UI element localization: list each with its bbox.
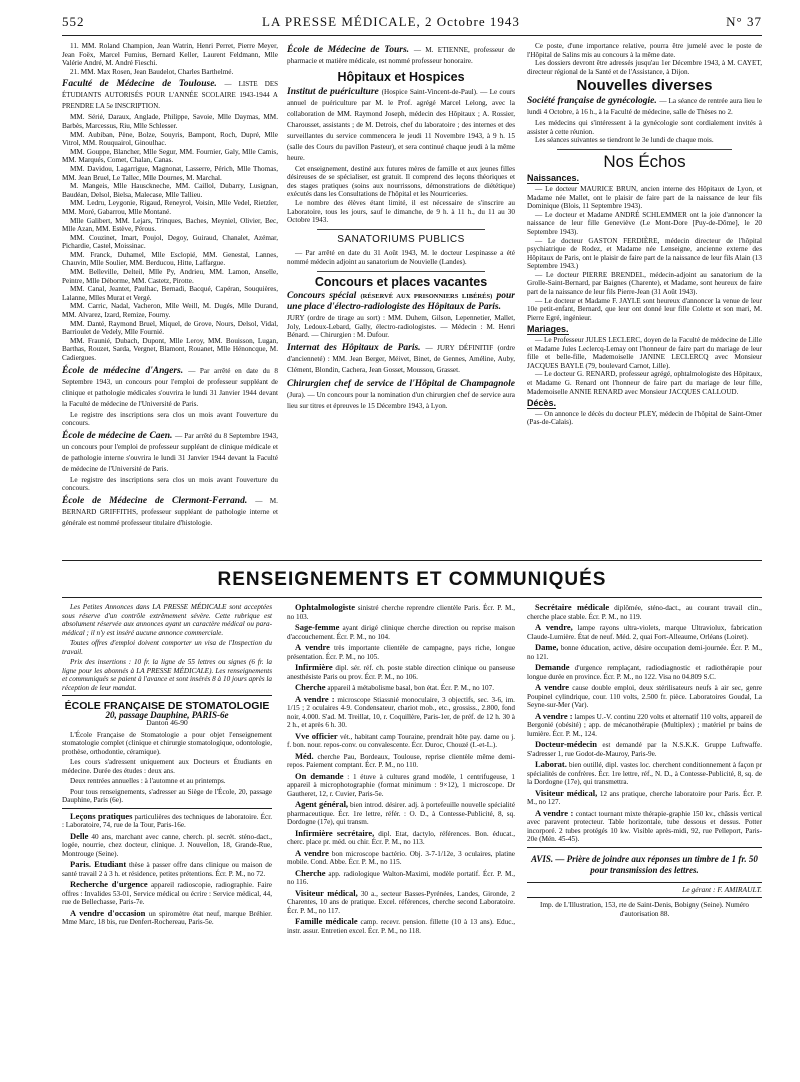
paragraph: Mlle Galibert, MM. Lejars, Trinques, Baches, Meyniel, Olivier, Bec, Mlle Azan, MM. Estève, Pérous. — [62, 216, 278, 234]
paragraph: Les cours s'adressent uniquement aux Docteurs et Étudiants en médecine. Durée des études : deux ans. — [62, 758, 272, 775]
classified-ad — [287, 623, 515, 641]
ad-text: bonne éducation, active, désire occupation demi-journée. Écr. P. M., no 121. — [527, 644, 762, 661]
paragraph: MM. Ledru, Leygonie, Rigaud, Reneyrol, Voisin, Mlle Vedel, Rietzler, MM. Moré, Gabarrou, Mlle Montané. — [62, 199, 278, 216]
ad-text: bien introd. désirer. adj. à portefeuille nouvelle spécialité pharmaceutique. Écr. 1re lettre, référ. : O. D., à Contesse-Publicité, 8, sq. Dordogne (17e), qui transm. — [287, 801, 515, 826]
classified-ad — [527, 623, 762, 641]
classified-ad — [287, 643, 515, 661]
ad-text: dipl. sér. réf. ch. poste stable direction clinique ou panseuse anesthésiste Paris ou prov. Écr. P. M., no 106. — [287, 664, 515, 681]
classified-ad — [287, 829, 515, 847]
gerant-line: Le gérant : F. AMIRAULT. — [682, 884, 762, 894]
ad-lead: A vendre — [295, 642, 330, 652]
ad-text: cherche Pau, Bordeaux, Toulouse, reprise clientèle même demi-repos. Paiement comptant. Écr. P. M., no 110. — [287, 752, 515, 769]
ad-text: vét., habitant camp Touraine, prendrait hôte pay. dame ou j. f. bon. nour. repos-conv. ou convalescente. Écr. Duroc, Chouzé (I.-et-L.). — [287, 732, 515, 749]
paragraph: 21. MM. Max Rosen, Jean Baudelot, Charles Barthelmé. — [70, 67, 234, 76]
section-title-caen: École de médecine de Caen. — Par arrêté du 8 Septembre 1943, un concours pour l'emploi de professeur suppléant de clinique médicale et de pathologie interne s'ouvrira le lundi 31 Janvier 1944 devant la Faculté de médecine de l'Université de Paris. — [62, 430, 279, 473]
ad-text: appareil radioscopie, radiographie. Faire offres : Invalides 53-01, Service médical ou écrire : Service médical, 44, rue de Bellechasse, Paris-7e. — [62, 881, 272, 906]
section-head-diverses: Nouvelles diverses — [576, 77, 713, 95]
classified-ad — [62, 832, 272, 859]
ad-lead: Recherche d'urgence — [70, 879, 148, 889]
divider — [62, 695, 272, 696]
paragraph: — Le docteur MAURICE BRUN, ancien interne des Hôpitaux de Lyon, et Madame née Mallet, ont le plaisir de faire part de la naissance de leur fils Dominique (Blois, 11 Septembre 1943). — [527, 184, 762, 211]
page-header — [62, 14, 762, 34]
ad-lead: Cherche — [295, 867, 326, 878]
section-head-concours: Concours et places vacantes — [314, 274, 488, 289]
page-number: 552 — [62, 14, 85, 29]
section-title-tours: École de Médecine de Tours. — M. ETIENNE, professeur de pharmacie et matière médicale, est nommé professeur honoraire. — [287, 45, 516, 65]
ad-lead: A vendre : — [535, 710, 573, 721]
classified-ad — [527, 760, 762, 787]
classified-ad — [287, 732, 515, 750]
divider — [557, 149, 732, 150]
paragraph: MM. Sérié, Daraux, Anglade, Philippe, Savoie, Mlle Daymas, MM. Barbès, Marcessus, Riu, Mlle Schlesser. — [62, 113, 278, 130]
ad-lead: A vendre — [535, 682, 570, 692]
classified-ad — [527, 643, 762, 661]
section-title-angers: École de médecine d'Angers. — Par arrêté en date du 8 Septembre 1943, un concours pour l'emploi de professeur suppléant de clinique et pathologie médicales s'ouvrira le lundi 31 Janvier 1944 devant la Faculté de médecine de l'Université de Paris. — [62, 365, 278, 408]
deces-list — [527, 410, 762, 427]
classified-ad — [287, 869, 515, 887]
ad-text: 12 ans pratique, cherche laboratoire pour Paris. Écr. P. M., no 127. — [527, 789, 762, 806]
ad-lead: Visiteur médical, — [535, 787, 598, 798]
classified-ad — [287, 772, 515, 799]
classified-ad — [62, 860, 272, 878]
classified-ad — [527, 712, 762, 739]
classified-ad — [527, 683, 762, 710]
paragraph: — Le Professeur JULES LECLERC, doyen de la Faculté de médecine de Lille et Madame Jules Leclercq-Lemay ont l'honneur de faire part du mariage de leur fille et belle-fille, Mademoiselle JANINE LECLERCQ avec Monsieur JACQUES BAYLE (79, boulevard Carnot, Lille). — [527, 336, 762, 370]
ad-lead: Sage-femme — [295, 622, 340, 632]
paragraph: — Le docteur PIERRE BRENDEL, médecin-adjoint au sanatorium de la Grolle-Saint-Bernard, par Baignes (Charente), et Madame, sont heureux de faire part de la naissance de leur fils Pierre-Jean (31 Août 1943). — [527, 270, 762, 297]
ad-text: 30 a., secteur Basses-Pyrénées, Landes, Gironde, 2 Charentes, 10 ans de pratique. Excel. références, cherche second Laboratoire. Écr. P. M., no 117. — [287, 889, 515, 915]
ad-lead: Laborat. — [535, 759, 567, 769]
ad-text: sinistré cherche reprendre clientèle Paris. Écr. P. M., no 103. — [287, 604, 515, 621]
ad-lead: Infirmière — [295, 662, 333, 672]
paragraph: Le registre des inscriptions sera clos un mois avant l'ouverture du concours. — [62, 475, 278, 493]
ad-lead: A vendre : — [295, 693, 335, 704]
paragraph: Les dossiers devront être adressés jusqu'au 1er Décembre 1943, à M. CAYET, directeur régional de la Santé et de l'Assistance, à Dijon. — [527, 59, 762, 76]
ad-text: contact tournant mixte thérapie-graphie 150 kv., châssis vertical avec paravent protecteur. Table horizontale, tube dessous et dessus. Potter incorporé. 2 tubes protégés 10 kw. Visible après-midi, 92, rue Pelleport, Paris-20e (Mén. 45-45). — [527, 809, 762, 843]
paragraph: JURY (ordre de tirage au sort) : MM. Duhem, Gilson, Lepennetier, Mallet, Joly, Ledoux-Lebard, Gally, électro-radiologistes. — Médecin : M. Henri Bénard. — Chirurgien : M. Dufour. — [287, 314, 515, 340]
ad-lead: Cherche — [295, 682, 326, 692]
paragraph: M. Mangeis, Mlle Hausckneche, MM. Caillol, Dubarry, Lusignan, Baudéan, Delsol, Bielsa, Malecase, Mlle Tallieu. — [62, 182, 278, 199]
classified-ad — [527, 663, 762, 681]
ad-lead: Demande — [535, 662, 570, 672]
ad-text: appareil à métabolisme basal, bon état. Écr. P. M., no 107. — [325, 684, 494, 692]
divider — [62, 808, 272, 809]
avis-notice: AVIS. — Prière de joindre aux réponses un timbre de 1 fr. 50 pour transmission des lettres. — [531, 853, 758, 875]
section-title-concours-special: Concours spécial (RÉSERVÉ AUX PRISONNIERS LIBÉRÉS) pour une place d'électro-radiologiste des Hôpitaux de Paris. — [287, 291, 515, 313]
paragraph: Les médecins qui s'intéressent à la gynécologie sont cordialement invités à assister à cette réunion. — [527, 118, 762, 136]
paragraph: — Le docteur G. RENARD, professeur agrégé, ophtalmologiste des Hôpitaux, et Madame G. Renard ont l'honneur de faire part du mariage de leur fille, Mademoiselle ANNIE RENARD avec Monsieur JACQUES CALLOUD. — [527, 370, 762, 396]
paragraph: — Par arrêté en date du 31 Août 1943, M. le docteur Lespinasse a été nommé médecin adjoint au sanatorium de Nouvielle (Landes). — [287, 249, 515, 266]
ad-lead: Infirmière secrétaire, — [295, 827, 375, 838]
imprimeur-line: Imp. de L'Illustration, 153, rte de Saint-Denis, Bobigny (Seine). Numéro d'autorisation 88. — [540, 901, 749, 918]
ad-lead: Delle — [70, 830, 89, 841]
ad-lead: Famille médicale — [295, 916, 358, 926]
ad-text: cause double emploi, deux stérilisateurs neufs à air sec, genre Poupinel cylindrique, cour. 110 volts, 2.500 fr. pièce. Laboratoires Goudal, La Seyne-sur-Mer (Var). — [527, 684, 762, 709]
paragraph: MM. Gouppe, Blancher, Mlle Segur, MM. Fournier, Galy, Mlle Camis, MM. Marqués, Comet, Chalan, Canas. — [62, 147, 278, 165]
ad-text: d'urgence remplaçant, radiodiagnostic et radiothérapie pour longue durée en province. Écr. P. M., no 122. Visa no 04.809 S.C. — [527, 664, 762, 681]
section-head-echos: Nos Échos — [603, 151, 686, 171]
classified-ad — [62, 812, 272, 830]
section-banner: RENSEIGNEMENTS ET COMMUNIQUÉS — [217, 569, 607, 590]
paragraph: — Le docteur et Madame ANDRÉ SCHLEMMER ont la joie d'annoncer la naissance de leur fille Geneviève (Le Mont-Dore [Puy-de-Dôme], le 20 Septembre 1943). — [527, 210, 762, 236]
ad-lead: Paris. Etudiant — [70, 859, 127, 869]
banner-rule-bottom — [62, 597, 762, 598]
section-head-hopitaux: Hôpitaux et Hospices — [337, 70, 465, 84]
divider — [317, 229, 485, 230]
paragraph: MM. Davidou, Lagarrigue, Magnonat, Lasserre, Périch, Mlle Thomas, MM. Jean Bruel, Le Tallec, Mlle Dournes, M. Marchal. — [62, 164, 278, 182]
classified-ad — [287, 695, 515, 730]
paragraph: MM. Carric, Nadal, Vacheron, Mlle Weill, M. Dugés, Mlle Durand, MM. Alvarez, Izard, Remize, Fourny. — [62, 302, 278, 320]
mariages-list — [527, 336, 762, 396]
publication-title: LA PRESSE MÉDICALE, 2 Octobre 1943 — [262, 14, 520, 29]
ad-text: dipl. Etat, dactylo, références. Bon. éducat., cherc. place pr. méd. ou chir. Écr. P. M., no 113. — [287, 829, 516, 846]
classified-ad — [287, 889, 515, 916]
ad-lead: Docteur-médecin — [535, 739, 597, 749]
ad-lead: On demande — [295, 770, 344, 781]
paragraph: Cet enseignement, destiné aux futures mères de famille et aux jeunes filles désireuses de se spécialiser, est gratuit. Il comprend des leçons théoriques et des stages pratiques (soins aux nourrissons, démonstrations de diététique) exécutés dans les Consultations de l'hôpital et les Nourriceries. — [287, 164, 515, 199]
ads-list-3 — [527, 603, 762, 844]
issue-number: N° 37 — [726, 14, 762, 29]
section-title-puericulture: Institut de puériculture (Hospice Saint-Vincent-de-Paul). — Le cours annuel de puériculture par M. le Prof. agrégé Marcel Lelong, avec la collaboration de MM. Raymond Joseph, médecin des Hôpitaux ; A. Rossier, Charousset, assistants ; de M. Detrois, chef du laboratoire ; des internes et des surveillantes du service commencera le jeudi 11 Novembre 1943, à 9 h. 15 (salle des Cours du pavillon Pasteur), et sera continué chaque jeudi à la même heure. — [287, 86, 515, 162]
banner-rule-top — [62, 560, 762, 561]
classified-ad — [287, 917, 515, 935]
ad-lead: Leçons pratiques — [70, 810, 133, 821]
paragraph: Deux rentrées annuelles : à l'automne et au printemps. — [70, 777, 226, 785]
paragraph: MM. Couzinet, Imart, Poujol, Degoy, Guiraud, Chanalet, Azémar, Pichardie, Castel, Moissinac. — [62, 233, 278, 251]
section-title-internat: Internat des Hôpitaux de Paris. — JURY DÉFINITIF (ordre d'ancienneté) : MM. Jean Berger, Méivet, Binet, de Gennes, Améline, Auby, Clément, Blondin, Cachera, Jean Gosset, Moussou, Grasset. — [287, 342, 516, 374]
paragraph: MM. Danté, Raymond Bruel, Miquel, de Grove, Nours, Delsol, Vidal, Barrioulet de Vedely, Mlle Fournié. — [62, 319, 278, 337]
paragraph: MM. Belleville, Delteil, Mlle Py, Andrieu, MM. Lamon, Anselle, Peintre, Mlle Déborme, MM. Castetz, Pirotte. — [62, 268, 278, 285]
ad-lead: Secrétaire médicale — [535, 602, 610, 612]
paragraph: MM. Fraunié, Dubach, Dupont, Mlle Leroy, MM. Bouisson, Lugan, Barthas, Rouzet, Sarda, Vergnet, Blamont, Rouanet, Mlle Hénoncque, M. Cadiergues. — [62, 336, 278, 362]
classified-ad — [527, 740, 762, 758]
column-2 — [287, 42, 515, 413]
ad-lead: Agent général, — [295, 799, 349, 809]
ad-text: app. radiologique Walton-Maximi, modèle portatif. Écr. P. M., no 116. — [287, 869, 515, 886]
classified-ad — [62, 909, 272, 927]
ecole-title: ÉCOLE FRANÇAISE DE STOMATOLOGIE — [64, 700, 270, 712]
paragraph: — Le docteur GASTON FERDIÈRE, médecin directeur de l'hôpital psychiatrique de Rodez, et Madame née Lenseigne, ancienne externe des Hôpitaux de Paris, ont le plaisir de faire part de la naissance de leur fils Alain (13 Septembre 1943.) — [527, 236, 762, 271]
classified-ad — [287, 849, 515, 867]
paragraph: Prix des insertions : 10 fr. la ligne de 55 lettres ou signes (6 fr. la ligne pour les abonnés à LA PRESSE MÉDICALE). Les renseignements et communiqués se paient à l'avance et sont insérés 8 à 10 jours après la réception de leur mandat. — [62, 658, 272, 692]
ads-list-1 — [62, 812, 272, 927]
ad-text: lampe rayons ultra-violets, marque Ultraviolux, fabrication Claude-Lumière. État de neuf. Méd. 2, quai Fort-Alleaume, Orléans (Loiret). — [527, 624, 762, 641]
section-head-sanatoriums: SANATORIUMS PUBLICS — [337, 233, 465, 245]
classified-ad — [527, 603, 762, 621]
classified-ad — [287, 800, 515, 827]
paragraph: MM. Aubiban, Pène, Bolze, Souyris, Bampont, Roch, Dupré, Mlle Vitrol, MM. Rouquairol, Ginoulhac. — [62, 130, 278, 148]
paragraph: Toutes offres d'emploi doivent comporter un visa de l'Inspection du travail. — [62, 639, 272, 656]
subhead-deces: Décès. — [527, 398, 557, 409]
ad-lead: A vendre d'occasion — [70, 907, 146, 918]
column-3 — [527, 42, 762, 427]
ad-lead: Dame, — [535, 642, 559, 652]
ad-lead: A vendre — [295, 847, 329, 858]
ad-text: lampes U.-V. continu 220 volts et alternatif 110 volts, appareil de Bergonié (obésité) ; app. de mécanothérapie (Multiplex) ; matériel pr bains de lumière. Écr. P. M., 124. — [527, 712, 763, 738]
paragraph: Ce poste, d'une importance relative, pourra être jumelé avec le poste de l'Hôpital de Salins mis au concours à la même date. — [527, 42, 762, 59]
classified-ad — [287, 663, 515, 681]
paragraph: — Le docteur et Madame F. JAYLE sont heureux d'annoncer la venue de leur 10e petit-enfant, Bernard, que leur ont donné leur fille Colette et son mari, M. Pierre Egré, ingénieur. — [527, 296, 762, 322]
ads-column-1 — [62, 603, 272, 929]
paragraph: Le nombre des élèves étant limité, il est nécessaire de s'inscrire au Laboratoire, tous les jours, sauf le dimanche, de 9 h. à 11 h., du 11 au 30 Octobre 1943. — [287, 198, 515, 225]
section-title-clermont: École de Médecine de Clermont-Ferrand. — M. BERNARD GRIFFITHS, professeur suppléant de pathologie interne et générale est nommé professeur titulaire d'histologie. — [62, 495, 278, 527]
ad-lead: A vendre, — [535, 622, 573, 632]
ad-lead: Méd. — [295, 750, 314, 761]
ads-list-2 — [287, 603, 515, 935]
paragraph: — On annonce le décès du docteur PLEY, médecin de l'hôpital de Saint-Omer (Pas-de-Calais). — [527, 409, 762, 427]
ad-text: diplômée, sténo-dact., au courant travail clin., cherche place stable. Écr. P. M., no 119. — [527, 604, 762, 621]
section-title-toulouse: Faculté de Médecine de Toulouse. — LISTE DES ÉTUDIANTS AUTORISÉS POUR L'ANNÉE SCOLAIRE 1943-1944 A PRENDRE LA 5e INSCRIPTION. — [62, 79, 278, 111]
ad-text: un spiromètre état neuf, marque Bréhier. Mme Marc, 18 bis, rue Denfert-Rochereau, Paris-5e. — [62, 909, 272, 926]
section-title-champagnole: Chirurgien chef de service de l'Hôpital de Champagnole (Jura). — Un concours pour la nomination d'un chirurgien chef de service aura lieu sur titres et épreuves le 15 Décembre 1943, à Lyon. — [287, 378, 515, 410]
ads-intro — [62, 603, 272, 692]
header-rule — [62, 35, 762, 36]
classified-ad — [62, 880, 272, 907]
ad-text: 40 ans, marchant avec canne, cherch. pl. secrét. sténo-dact., logée, nourrie, chez docteur, clinique. J. Nouvellon, 18, Grande-Rue, Montrouge (Seine). — [62, 832, 272, 858]
paragraph: Les séances suivantes se tiendront le 3e lundi de chaque mois. — [535, 136, 714, 145]
ad-text: thèse à passer offre dans clinique ou maison de santé travail 2 à 3 h. et résidence, petites prétentions. Écr. P. M., no 72. — [62, 861, 272, 878]
subhead-mariages: Mariages. — [527, 324, 569, 335]
paragraph: L'École Française de Stomatologie a pour objet l'enseignement stomatologie complet (clinique et chirurgie stomatologique, odontologie, prothèse, orthodontie, céramique). — [62, 730, 272, 756]
ad-text: microscope Stiassnié monoculaire, 3 objectifs, sec. 3-6, im. 1/15 ; 2 oculaires 4-9. Condensateur, chariot mob., etc., grossiss., 2.800, fond noir, 4.000. S'ad. M. Treillat, 10, r. Coquillère, Paris-1er, de préf. de 12 h. 30 à 2 h., et après 6 h. 30. — [287, 695, 515, 729]
classified-ad — [527, 789, 762, 807]
divider — [317, 271, 485, 272]
paragraph: MM. Canal, Jeantet, Paulhac, Bernadi, Bacqué, Capéran, Souquières, Lalanne, Mlles Murat et Vergé. — [62, 285, 278, 302]
ad-lead: Visiteur médical, — [295, 887, 358, 898]
ecole-address: 20, passage Dauphine, PARIS-6e — [105, 709, 229, 720]
ad-text: particulières des techniques de laboratoire. Écr. : Laboratoire, 74, rue de la Tour, Paris-16e. — [62, 812, 272, 829]
paragraph: Les Petites Annonces dans LA PRESSE MÉDICALE sont acceptées sous réserve d'un contrôle extrêmement sévère. Cette rubrique est absolument réservée aux annonces ayant un caractère médical ou para-médical ; il n'y est inséré aucune annonce commerciale. — [62, 603, 272, 637]
ad-text: est demandé par la N.S.K.K. Gruppe Luftwaffe. S'adresser 1, rue Godot-de-Mauroy, Paris-9e. — [527, 741, 762, 758]
ads-column-2 — [287, 603, 515, 937]
ad-text: très importante clientèle de campagne, pays riche, longue présentation. Écr. P. M., no 105. — [287, 644, 516, 661]
column-1 — [62, 42, 278, 530]
naissances-list — [527, 185, 762, 323]
subhead-naissances: Naissances. — [527, 173, 580, 184]
ad-text: camp. recevr. pension. fillette (10 à 13 ans). Educ., instr. assur. Entretien excel. Écr. P. M., no 118. — [287, 918, 515, 935]
classified-ad — [287, 752, 515, 770]
paragraph: Pour tous renseignements, s'adresser au Siège de l'École, 20, passage Dauphine, Paris (6e). — [62, 787, 272, 804]
paragraph: 11. MM. Roland Champion, Jean Watrin, Henri Perret, Pierre Meyer, Jean Foëx, Marcel Fumius, Bernard Keller, Laurent Feldmann, Mlle Valérie André, M. André Fieschi. — [62, 42, 278, 68]
toulouse-list — [62, 113, 278, 362]
classified-ad — [527, 809, 762, 844]
ad-text: : 1 étuve à cultures grand modèle, 1 centrifugeuse, 1 appareil à microphotographie (format minimum : 9×12), 1 microscope. Dr Gautheret, 12, r. Cuvier, Paris-5e. — [287, 772, 515, 798]
ad-lead: A vendre : — [535, 807, 574, 818]
classified-ad — [287, 603, 515, 621]
paragraph: MM. Franck, Duhamel, Mlle Esclopié, MM. Genestal, Lannes, Chauvin, Mlle Soulier, MM. Berducou, Hitte, Laffargue. — [62, 250, 278, 268]
ecole-phone: Danton 46-90 — [146, 718, 188, 727]
paragraph: Le registre des inscriptions sera clos un mois avant l'ouverture du concours. — [62, 410, 278, 428]
ad-text: ayant dirigé clinique cherche direction ou reprise maison d'accouchement. Écr. P. M., no 104. — [287, 624, 515, 641]
ads-column-3 — [527, 603, 762, 918]
divider — [527, 897, 762, 898]
ad-lead: Vve officier — [295, 730, 338, 741]
ecole-text — [62, 731, 272, 805]
ad-lead: Ophtalmologiste — [295, 602, 355, 612]
section-title-gynecologie: Société française de gynécologie. — La séance de rentrée aura lieu le lundi 4 Octobre, à 16 h., à la Faculté de médecine, salle de Thèses no 2. — [527, 95, 763, 116]
divider — [527, 847, 762, 848]
ad-text: bien outillé, dipl. vastes loc. cherchent conditionnement à façon pr spécialités de confrères. Écr. 1re lettre, réf., N. D., à Contesse-Publicité, 8, sq. de la Dordogne (17e), qui transmettra. — [527, 761, 762, 786]
classified-ad — [287, 683, 515, 693]
divider — [527, 882, 762, 883]
ad-text: bon microscope bactério. Obj. 3-7-1/12e, 3 oculaires, platine mobile. Cond. Abbe. Écr. P. M., no 115. — [287, 849, 515, 866]
